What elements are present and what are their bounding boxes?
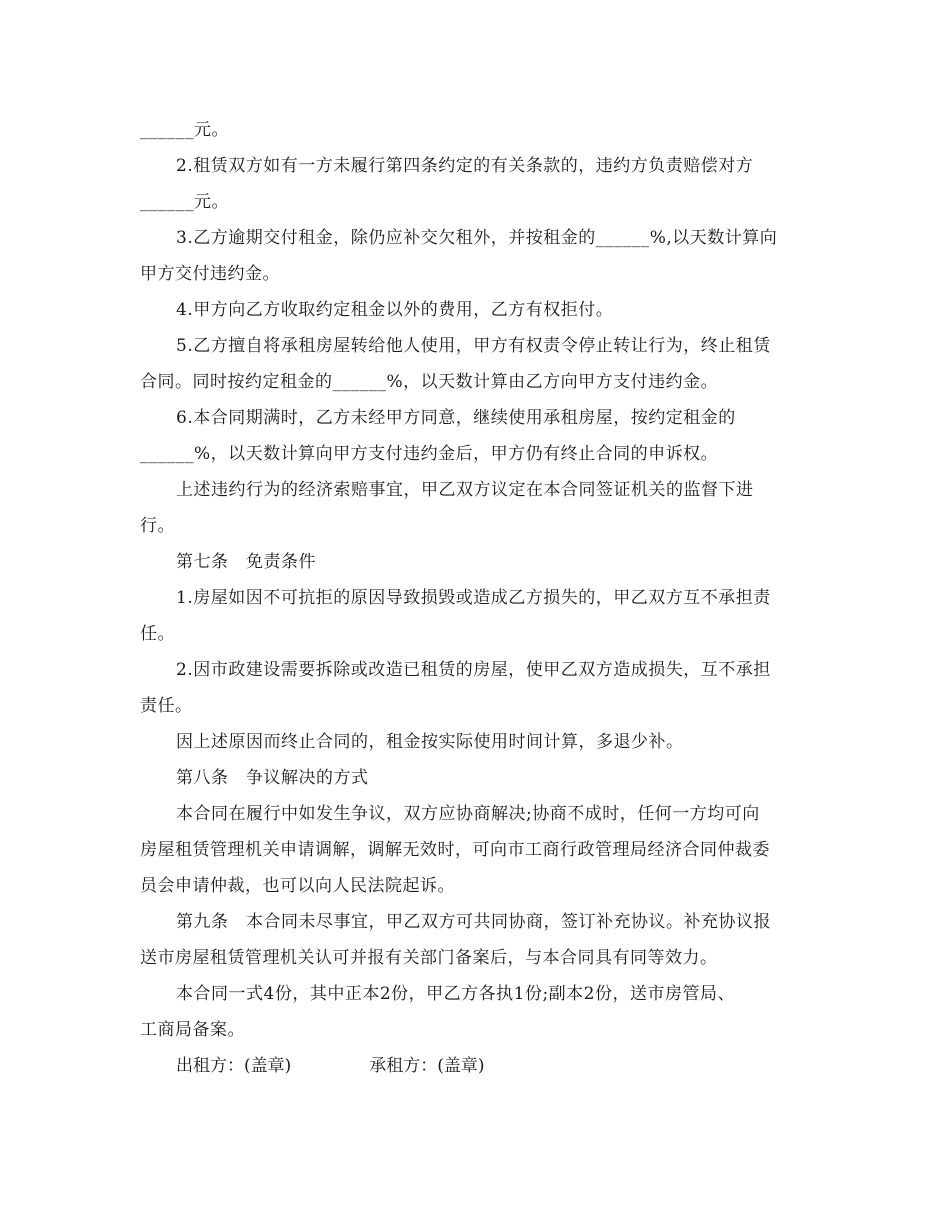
text-line: 第八条 争议解决的方式 — [176, 768, 369, 788]
document-page — [140, 112, 820, 1084]
text-line: 本合同在履行中如发生争议，双方应协商解决;协商不成时，任何一方均可向 — [176, 804, 760, 824]
text-line: 行。 — [140, 516, 175, 536]
text-line: 2.租赁双方如有一方未履行第四条约定的有关条款的，违约方负责赔偿对方 — [176, 156, 754, 176]
text-line: 合同。同时按约定租金的______%，以天数计算由乙方向甲方支付违约金。 — [140, 372, 719, 392]
signature-row — [140, 1048, 820, 1084]
text-line: 本合同一式4份，其中正本2份，甲乙方各执1份;副本2份，送市房管局、 — [176, 984, 735, 1004]
text-line: ______元。 — [140, 120, 229, 140]
text-line: 6.本合同期满时，乙方未经甲方同意，继续使用承租房屋，按约定租金的 — [176, 408, 736, 428]
text-line: 第九条 本合同未尽事宜，甲乙双方可共同协商，签订补充协议。补充协议报 — [176, 912, 771, 932]
text-line: 1.房屋如因不可抗拒的原因导致损毁或造成乙方损失的，甲乙双方互不承担责 — [176, 588, 771, 608]
text-line: 2.因市政建设需要拆除或改造已租赁的房屋，使甲乙双方造成损失，互不承担 — [176, 660, 771, 680]
text-line: 员会申请仲裁，也可以向人民法院起诉。 — [140, 876, 455, 896]
text-line: 甲方交付违约金。 — [140, 264, 280, 284]
text-line: 房屋租赁管理机关申请调解，调解无效时，可向市工商行政管理局经济合同仲裁委 — [140, 840, 770, 860]
document-body — [140, 112, 820, 1048]
text-line: 任。 — [140, 624, 175, 644]
text-line: 3.乙方逾期交付租金，除仍应补交欠租外，并按租金的______%,以天数计算向 — [176, 228, 778, 248]
lessor-signature-label: 出租方：(盖章) — [176, 1056, 292, 1076]
text-line: ______元。 — [140, 192, 229, 212]
text-line: 送市房屋租赁管理机关认可并报有关部门备案后，与本合同具有同等效力。 — [140, 948, 718, 968]
text-line: 5.乙方擅自将承租房屋转给他人使用，甲方有权责令停止转让行为，终止租赁 — [176, 336, 771, 356]
text-line: ______%，以天数计算向甲方支付违约金后，甲方仍有终止合同的申诉权。 — [140, 444, 719, 464]
lessee-signature-label: 承租方：(盖章) — [369, 1056, 485, 1076]
text-line: 责任。 — [140, 696, 193, 716]
text-line: 第七条 免责条件 — [176, 552, 316, 572]
text-line: 上述违约行为的经济索赔事宜，甲乙双方议定在本合同签证机关的监督下进 — [176, 480, 754, 500]
text-line: 工商局备案。 — [140, 1020, 245, 1040]
text-line: 4.甲方向乙方收取约定租金以外的费用，乙方有权拒付。 — [176, 300, 614, 320]
text-line: 因上述原因而终止合同的，租金按实际使用时间计算，多退少补。 — [176, 732, 684, 752]
